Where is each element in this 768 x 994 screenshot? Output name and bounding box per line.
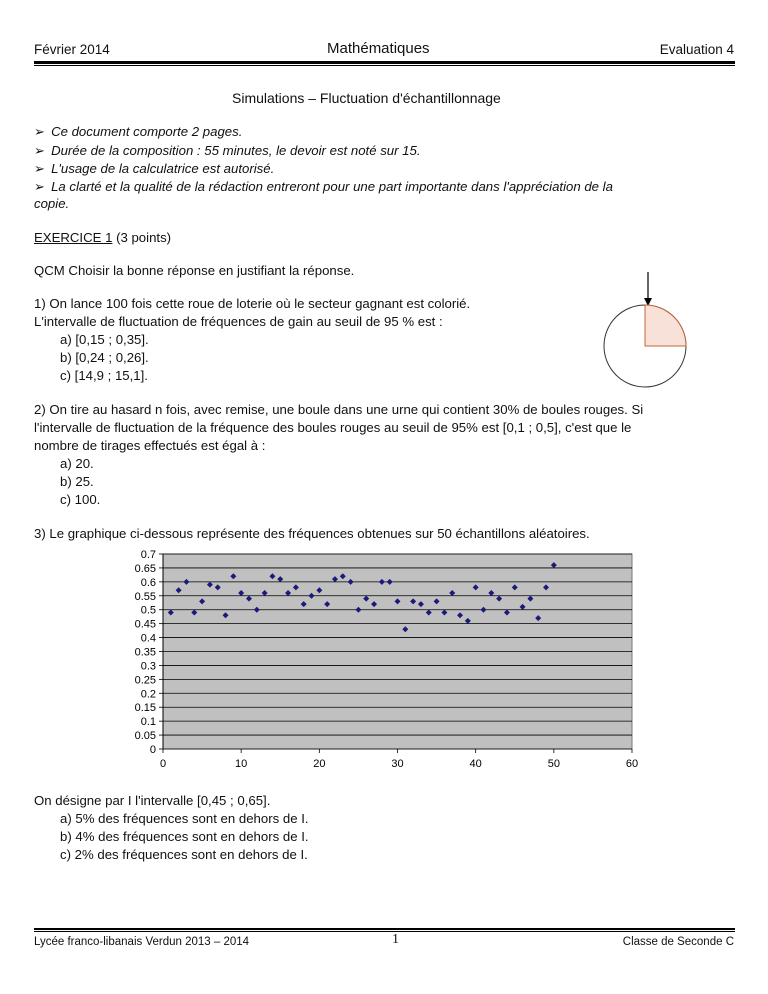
header-rule-thin <box>34 65 735 66</box>
header-date: Février 2014 <box>34 42 110 57</box>
x-tick-label: 50 <box>547 758 560 770</box>
y-tick-label: 0.45 <box>134 618 156 631</box>
y-tick-label: 0.1 <box>140 716 156 729</box>
x-tick-label: 30 <box>391 758 404 770</box>
x-tick-label: 60 <box>625 758 639 770</box>
q2-line2: l'intervalle de fluctuation de la fréquence des boules rouges au seuil de 95% est [0,1 ; 0,5], c'est que le <box>34 420 632 435</box>
q1-line1: 1) On lance 100 fois cette roue de loterie où le secteur gagnant est colorié. <box>34 296 471 311</box>
bullet-continuation: copie. <box>34 196 70 211</box>
q1-line2: L'intervalle de fluctuation de fréquences de gain au seuil de 95 % est : <box>34 314 443 329</box>
footer-rule <box>34 928 735 930</box>
y-tick-label: 0.05 <box>134 730 156 743</box>
header-evaluation: Evaluation 4 <box>659 42 734 57</box>
scatter-chart <box>120 545 650 775</box>
q2-line1: 2) On tire au hasard n fois, avec remise, une boule dans une urne qui contient 30% de boules rouges. Si <box>34 402 644 417</box>
bullet-item: ➢ La clarté et la qualité de la rédaction entreront pour une part importante dans l'appréciation de la <box>34 179 613 195</box>
y-tick-label: 0.2 <box>140 688 156 701</box>
y-tick-label: 0.6 <box>140 576 156 589</box>
y-tick-label: 0.25 <box>134 674 156 687</box>
y-tick-label: 0.4 <box>140 632 156 645</box>
q1-option-b: b) [0,24 ; 0,26]. <box>60 350 149 365</box>
y-tick-label: 0 <box>149 744 156 756</box>
y-tick-label: 0.55 <box>134 590 156 603</box>
q3-option-a: a) 5% des fréquences sont en dehors de I. <box>60 811 309 826</box>
y-tick-label: 0.3 <box>140 660 156 673</box>
header-subject: Mathématiques <box>327 40 430 57</box>
q3-after: On désigne par I l'intervalle [0,45 ; 0,65]. <box>34 793 271 808</box>
winning-sector <box>645 305 686 346</box>
footer-rule-thin <box>34 931 735 932</box>
y-tick-label: 0.65 <box>134 562 156 575</box>
q2-line3: nombre de tirages effectués est égal à : <box>34 438 266 453</box>
q3-option-c: c) 2% des fréquences sont en dehors de I. <box>60 847 308 862</box>
y-tick-label: 0.35 <box>134 646 156 659</box>
exercise-points: (3 points) <box>112 230 172 245</box>
x-tick-label: 20 <box>313 758 326 770</box>
q2-option-b: b) 25. <box>60 474 94 489</box>
footer-school: Lycée franco-libanais Verdun 2013 – 2014 <box>34 936 250 948</box>
q3-line1: 3) Le graphique ci-dessous représente des fréquences obtenues sur 50 échantillons aléatoires. <box>34 526 590 541</box>
page-title: Simulations – Fluctuation d'échantillonnage <box>232 90 501 106</box>
q2-option-a: a) 20. <box>60 456 94 471</box>
footer-class: Classe de Seconde C <box>622 936 734 948</box>
x-tick-label: 40 <box>469 758 482 770</box>
exercise-label: EXERCICE 1 <box>34 230 113 245</box>
x-tick-label: 10 <box>235 758 248 770</box>
x-tick-label: 0 <box>159 758 167 770</box>
q1-option-c: c) [14,9 ; 15,1]. <box>60 368 148 383</box>
q3-option-b: b) 4% des fréquences sont en dehors de I. <box>60 829 309 844</box>
bullet-item: ➢ Durée de la composition : 55 minutes, le devoir est noté sur 15. <box>34 143 421 159</box>
page-number: 1 <box>392 932 399 947</box>
q2-option-c: c) 100. <box>60 492 101 507</box>
header-rule <box>34 61 735 64</box>
q1-option-a: a) [0,15 ; 0,35]. <box>60 332 149 347</box>
bullet-item: ➢ Ce document comporte 2 pages. <box>34 124 242 140</box>
y-tick-label: 0.5 <box>140 604 156 617</box>
qcm-instruction: QCM Choisir la bonne réponse en justifiant la réponse. <box>34 263 355 278</box>
y-tick-label: 0.15 <box>134 702 156 715</box>
bullet-item: ➢ L'usage de la calculatrice est autorisé. <box>34 161 274 177</box>
y-tick-label: 0.7 <box>140 549 156 561</box>
exercise-heading <box>34 230 171 245</box>
lottery-wheel <box>590 270 700 390</box>
